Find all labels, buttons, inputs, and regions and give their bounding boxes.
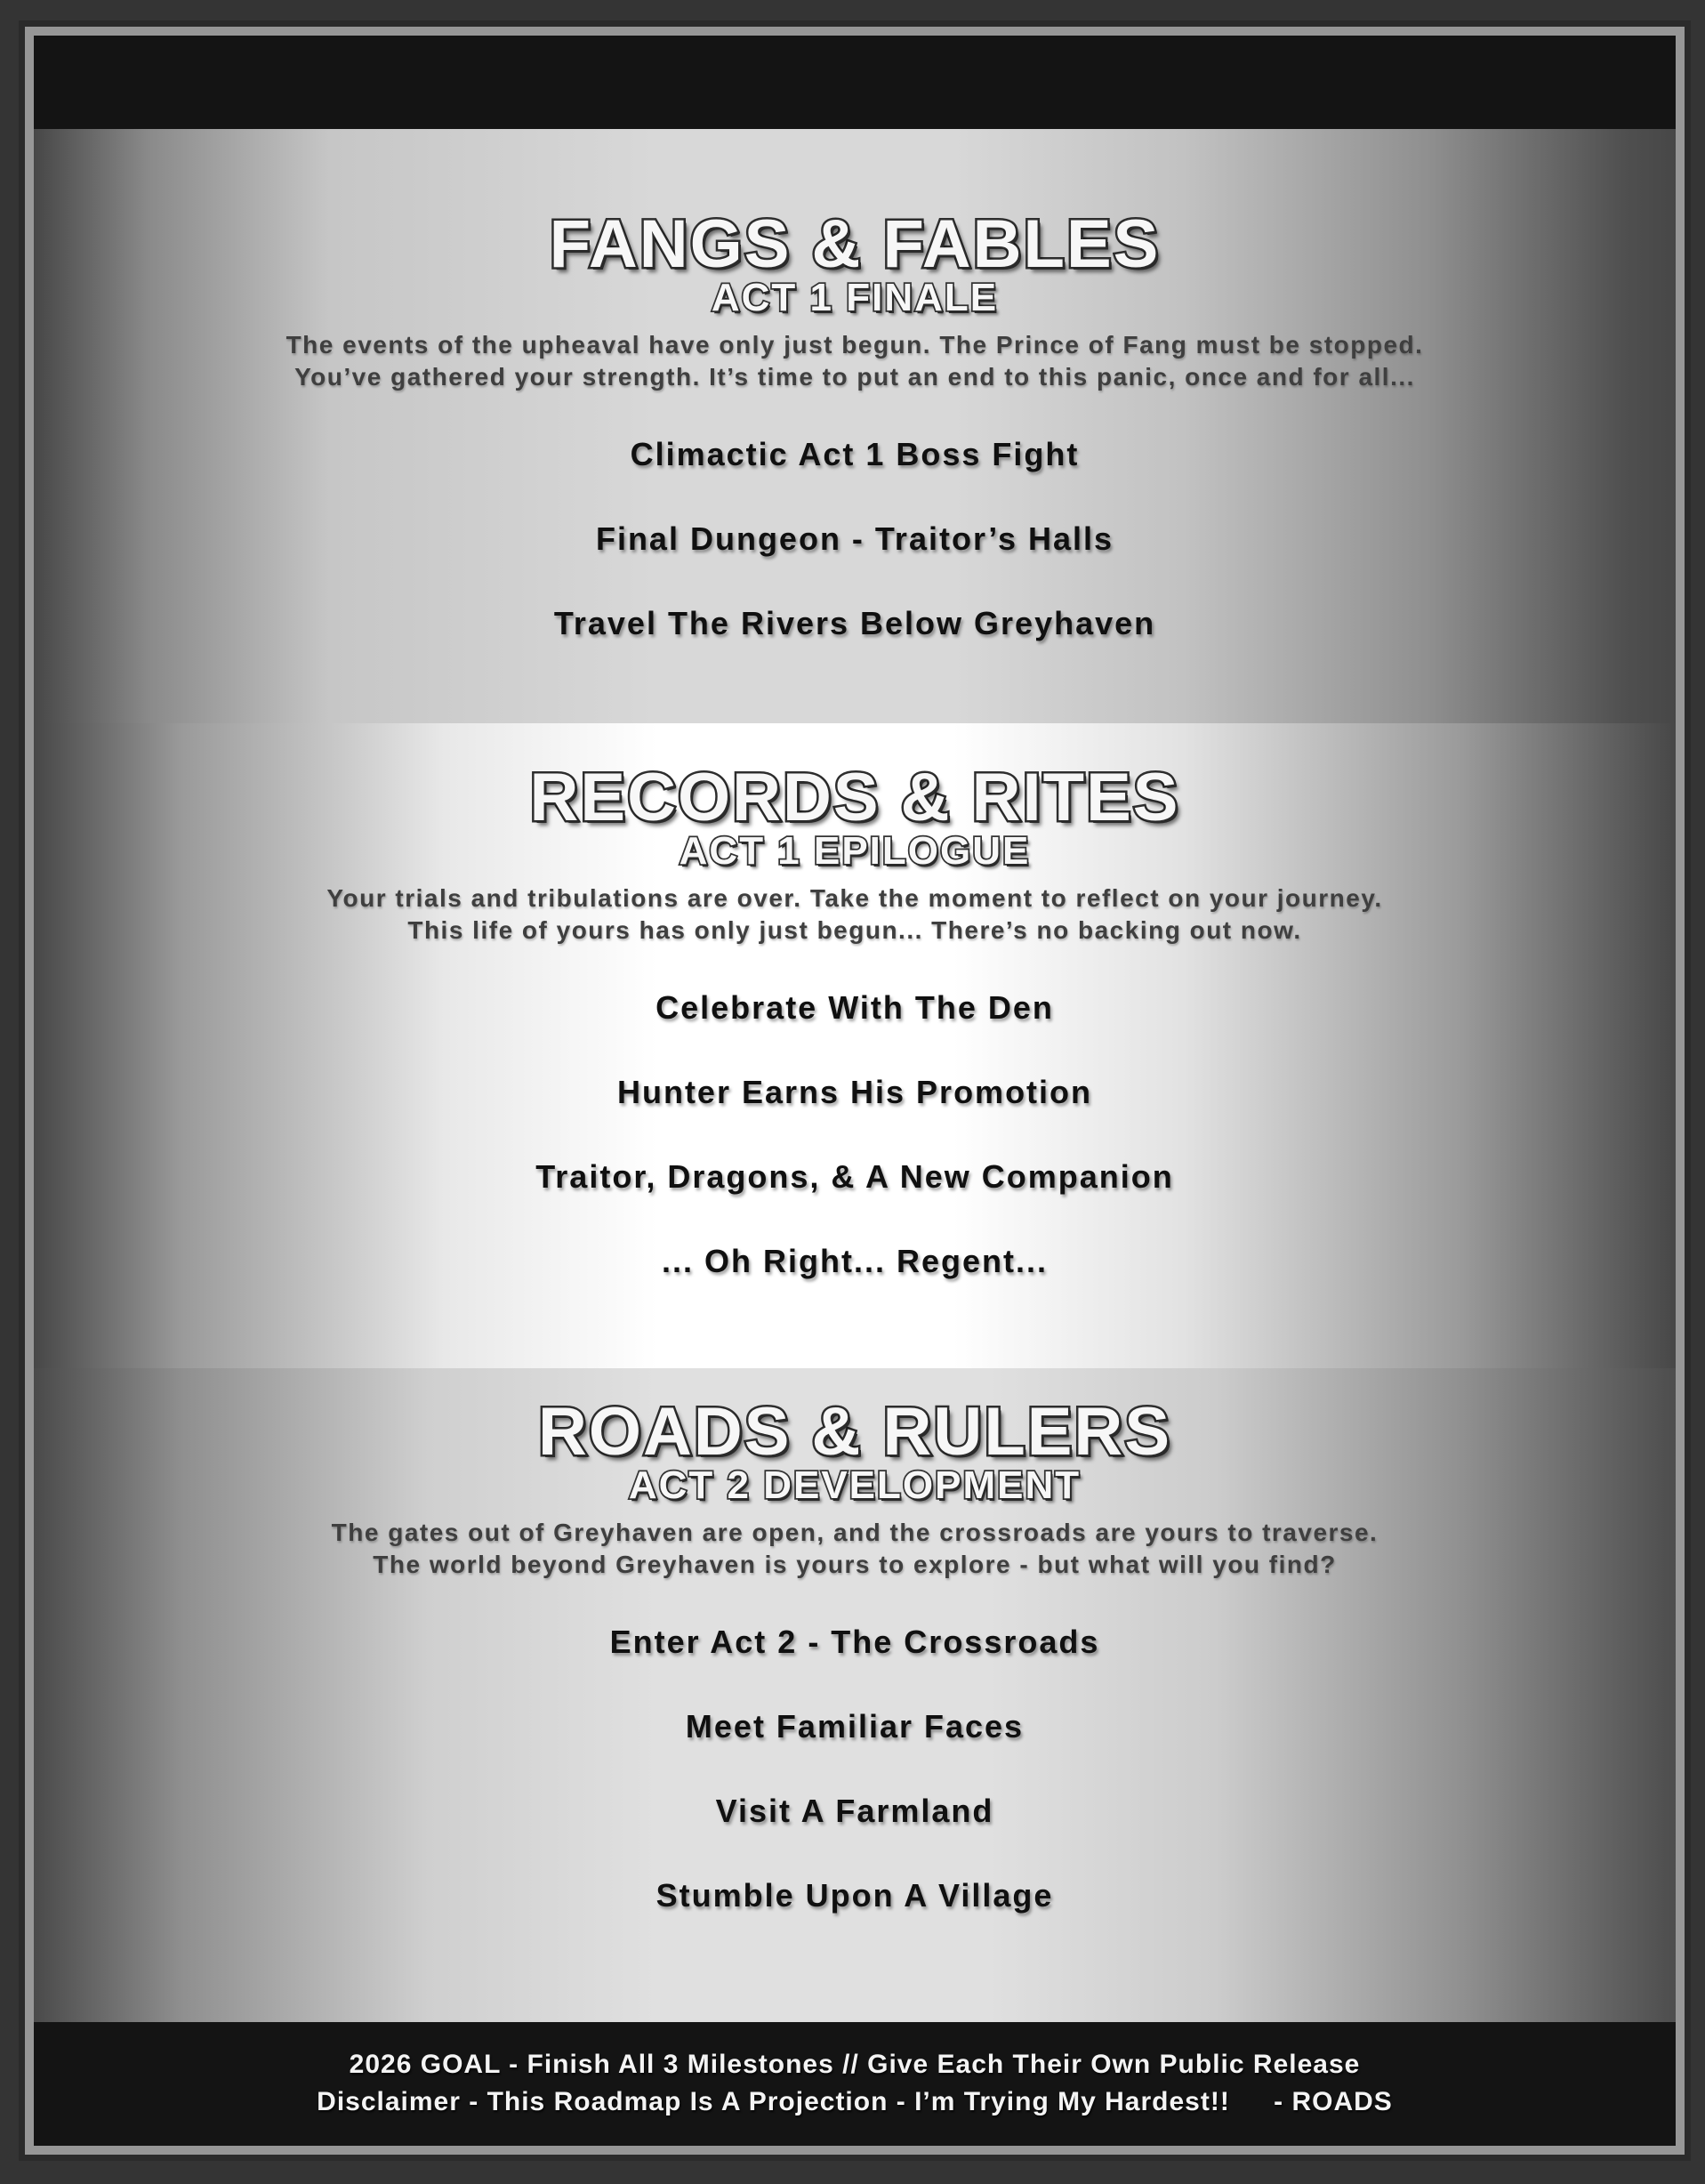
- description-line: Your trials and tribulations are over. Take the moment to reflect on your journey.: [326, 884, 1383, 912]
- milestone-item: Enter Act 2 - The Crossroads: [609, 1624, 1100, 1660]
- section-description: [332, 1517, 1379, 1581]
- section-description: [326, 882, 1382, 947]
- footer-signature: - ROADS: [1274, 2087, 1393, 2116]
- section-subtitle: ACT 1 FINALE: [711, 276, 999, 319]
- footer-band: [34, 2022, 1676, 2146]
- milestone-item: Travel The Rivers Below Greyhaven: [553, 605, 1156, 641]
- milestone-item: Meet Familiar Faces: [685, 1708, 1025, 1745]
- milestone-item: Celebrate With The Den: [655, 989, 1054, 1026]
- milestone-item: Visit A Farmland: [715, 1793, 994, 1829]
- section-title: ROADS & RULERS: [537, 1394, 1172, 1470]
- description-line: This life of yours has only just begun... There’s no backing out now.: [407, 916, 1302, 944]
- footer-disclaimer: Disclaimer - This Roadmap Is A Projection - I’m Trying My Hardest!!: [317, 2087, 1230, 2116]
- milestone-item: Stumble Upon A Village: [655, 1877, 1054, 1914]
- description-line: You’ve gathered your strength. It’s time to put an end to this panic, once and for all...: [294, 363, 1415, 391]
- section-act1-epilogue: [34, 723, 1676, 1368]
- milestone-item: Traitor, Dragons, & A New Companion: [535, 1158, 1174, 1195]
- section-subtitle: ACT 2 DEVELOPMENT: [628, 1463, 1082, 1507]
- footer-goal: 2026 GOAL - Finish All 3 Milestones // Give Each Their Own Public Release: [349, 2050, 1361, 2079]
- section-title: FANGS & FABLES: [549, 206, 1161, 282]
- milestone-item: Hunter Earns His Promotion: [616, 1074, 1093, 1110]
- description-line: The events of the upheaval have only just begun. The Prince of Fang must be stopped.: [286, 331, 1424, 359]
- section-subtitle: ACT 1 EPILOGUE: [679, 829, 1031, 873]
- footer-disclaimer-line: [34, 2083, 1676, 2121]
- milestone-item: Final Dungeon - Traitor’s Halls: [595, 520, 1114, 557]
- section-description: [286, 329, 1424, 393]
- milestone-item: ... Oh Right... Regent...: [662, 1243, 1048, 1279]
- section-act1-finale: [34, 129, 1676, 723]
- top-black-band: [34, 36, 1676, 129]
- description-line: The gates out of Greyhaven are open, and the crossroads are yours to traverse.: [331, 1519, 1379, 1546]
- section-act2-development: [34, 1368, 1676, 2022]
- milestone-item: Climactic Act 1 Boss Fight: [630, 436, 1080, 472]
- poster-frame: [25, 27, 1685, 2155]
- section-title: RECORDS & RITES: [529, 760, 1180, 835]
- description-line: The world beyond Greyhaven is yours to explore - but what will you find?: [373, 1551, 1337, 1578]
